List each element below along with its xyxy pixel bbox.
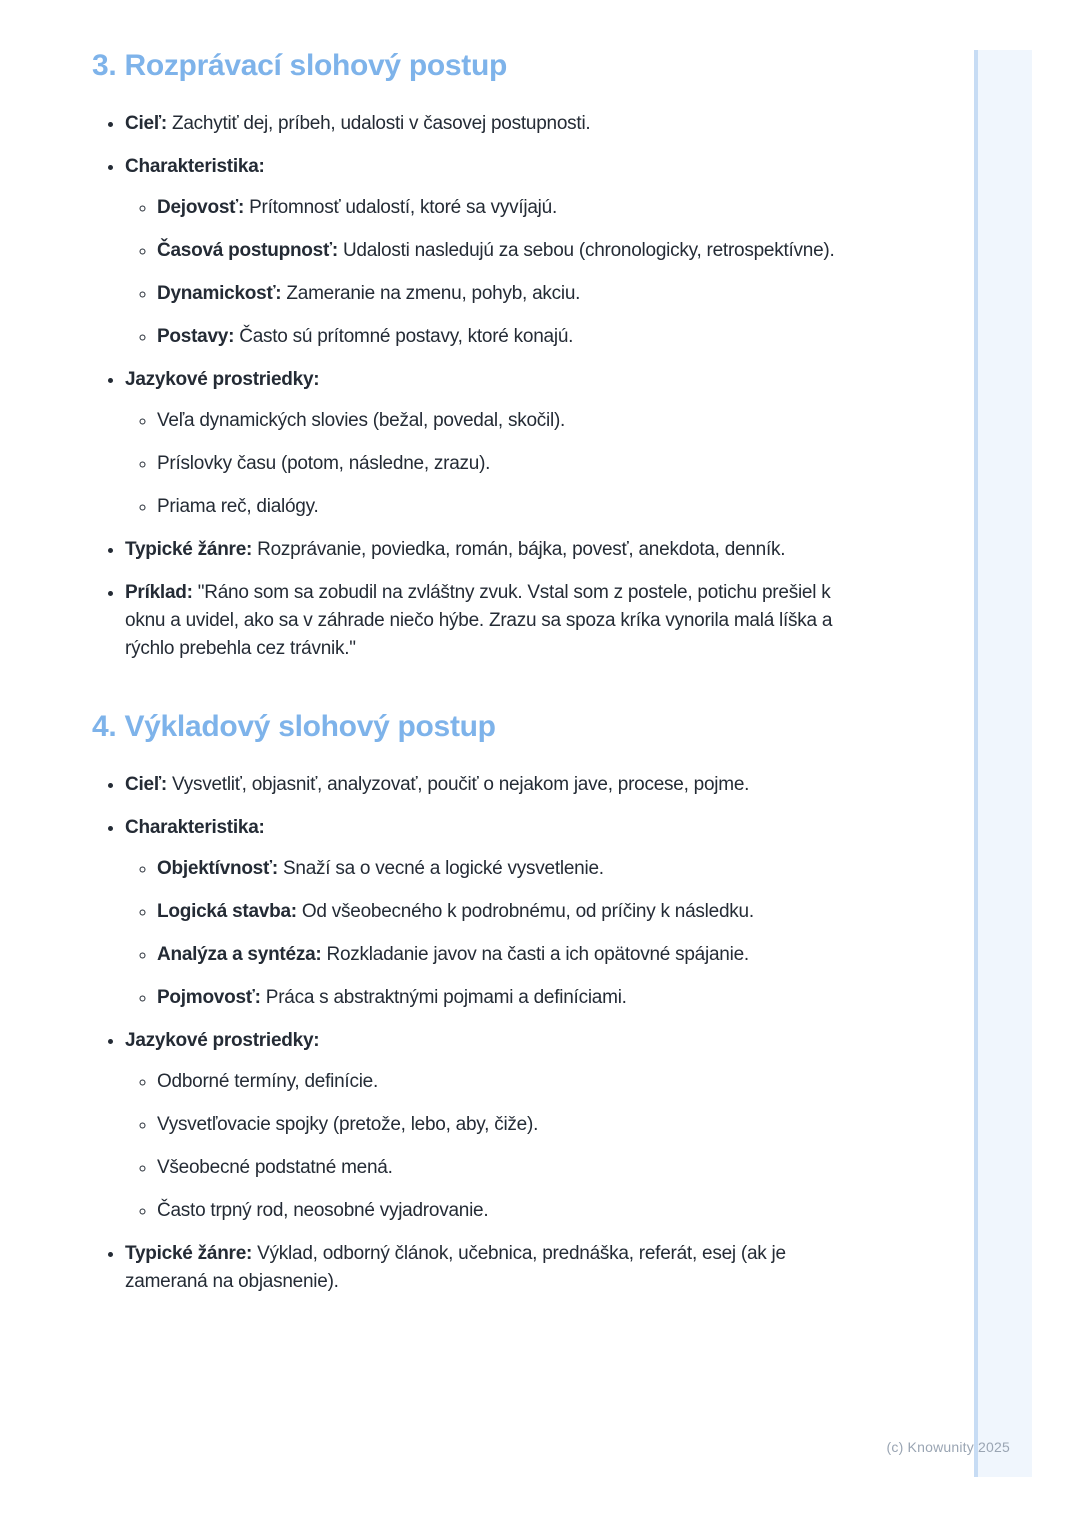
item-text: Zachytiť dej, príbeh, udalosti v časovej postupnosti. xyxy=(172,113,591,134)
item-label: Časová postupnosť: xyxy=(157,240,338,261)
item-text: Rozprávanie, poviedka, román, bájka, povesť, anekdota, denník. xyxy=(257,539,786,560)
item-text: Vysvetliť, objasniť, analyzovať, poučiť o nejakom jave, procese, pojme. xyxy=(172,774,750,795)
item-label: Dejovosť: xyxy=(157,197,245,218)
list-item xyxy=(125,579,870,663)
item-text: Odborné termíny, definície. xyxy=(157,1071,379,1092)
list-item xyxy=(157,1154,870,1182)
item-text: Snaží sa o vecné a logické vysvetlenie. xyxy=(282,858,604,879)
list-item xyxy=(125,153,870,351)
list-item xyxy=(157,280,870,308)
list-item xyxy=(157,1068,870,1096)
item-text: Často trpný rod, neosobné vyjadrovanie. xyxy=(157,1200,489,1221)
item-text: "Ráno som sa zobudil na zvláštny zvuk. Vstal som z postele, potichu prešiel k oknu a uvidel, ako sa v záhrade niečo hýbe. Zrazu sa spoza kríka vynorila malá líška a rýchlo prebehla cez trávnik." xyxy=(125,582,833,659)
item-label: Typické žánre: xyxy=(125,1243,253,1264)
item-text: Vysvetľovacie spojky (pretože, lebo, aby, čiže). xyxy=(157,1114,539,1135)
item-text: Práca s abstraktnými pojmami a definíciami. xyxy=(265,987,627,1008)
item-text: Všeobecné podstatné mená. xyxy=(157,1157,393,1178)
item-label: Dynamickosť: xyxy=(157,283,282,304)
bullet-list xyxy=(92,110,870,663)
sub-bullet-list xyxy=(125,407,870,521)
list-item xyxy=(157,898,870,926)
list-item xyxy=(125,771,870,799)
item-label: Príklad: xyxy=(125,582,193,603)
document-content xyxy=(92,48,972,1311)
list-item xyxy=(157,1197,870,1225)
item-text: Veľa dynamických slovies (bežal, povedal, skočil). xyxy=(157,410,566,431)
item-text: Prítomnosť udalostí, ktoré sa vyvíjajú. xyxy=(249,197,557,218)
item-label: Charakteristika: xyxy=(125,156,265,177)
item-text: Príslovky času (potom, následne, zrazu). xyxy=(157,453,491,474)
list-item xyxy=(157,855,870,883)
item-text: Zameranie na zmenu, pohyb, akciu. xyxy=(286,283,581,304)
list-item xyxy=(157,194,870,222)
list-item xyxy=(157,1111,870,1139)
item-text: Rozkladanie javov na časti a ich opätovné spájanie. xyxy=(326,944,749,965)
footer-credit: (c) Knowunity 2025 xyxy=(886,1439,1010,1455)
list-item xyxy=(157,407,870,435)
item-label: Typické žánre: xyxy=(125,539,253,560)
item-label: Jazykové prostriedky: xyxy=(125,1030,320,1051)
list-item xyxy=(157,493,870,521)
list-item xyxy=(157,450,870,478)
list-item xyxy=(125,1027,870,1225)
item-text: Často sú prítomné postavy, ktoré konajú. xyxy=(239,326,574,347)
item-text: Výklad, odborný článok, učebnica, prednáška, referát, esej (ak je zameraná na objasnenie). xyxy=(125,1243,786,1292)
sub-bullet-list xyxy=(125,1068,870,1225)
item-label: Postavy: xyxy=(157,326,235,347)
item-label: Jazykové prostriedky: xyxy=(125,369,320,390)
item-text: Udalosti nasledujú za sebou (chronologicky, retrospektívne). xyxy=(342,240,835,261)
sub-bullet-list xyxy=(125,194,870,351)
list-item xyxy=(125,536,870,564)
item-label: Cieľ: xyxy=(125,113,167,134)
list-item xyxy=(125,110,870,138)
list-item xyxy=(125,1240,870,1296)
sub-bullet-list xyxy=(125,855,870,1012)
item-text: Priama reč, dialógy. xyxy=(157,496,319,517)
section-narrative xyxy=(92,48,972,663)
section-title: 4. Výkladový slohový postup xyxy=(92,710,496,743)
section-expository xyxy=(92,709,972,1296)
page-side-stripe xyxy=(974,50,1032,1477)
item-label: Analýza a syntéza: xyxy=(157,944,322,965)
list-item xyxy=(125,814,870,1012)
item-label: Charakteristika: xyxy=(125,817,265,838)
list-item xyxy=(157,941,870,969)
list-item xyxy=(125,366,870,521)
item-label: Objektívnosť: xyxy=(157,858,278,879)
list-item xyxy=(157,237,870,265)
item-text: Od všeobecného k podrobnému, od príčiny k následku. xyxy=(301,901,754,922)
item-label: Pojmovosť: xyxy=(157,987,261,1008)
list-item xyxy=(157,323,870,351)
list-item xyxy=(157,984,870,1012)
item-label: Logická stavba: xyxy=(157,901,297,922)
section-title: 3. Rozprávací slohový postup xyxy=(92,49,508,82)
bullet-list xyxy=(92,771,870,1296)
item-label: Cieľ: xyxy=(125,774,167,795)
